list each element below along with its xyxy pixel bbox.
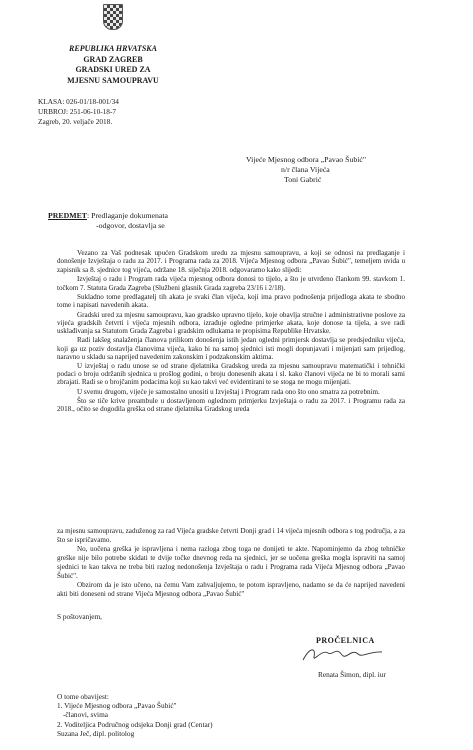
paragraph: U svemu drugom, vijeće je samostalno unositi u Izvještaj i Program rada ono što ono smatra za potrebnim.: [77, 387, 380, 396]
paragraph: Sukladno tome predlagatelj tih akata je svaki član vijeća, koji ima pravo podnošenja prijedloga akata te sbodno tome i napisati navedenih akata.: [57, 293, 405, 310]
paragraph: U izvještaj o radu unose se od strane djelatnika Gradskog ureda za mjesnu samoupravu matematički i tehnički podaci o broju održanih sjednica u prošlog godini, o broju donesenih akata i sl. kako članovi vijeća ne bi to morali sami zbrajati. Radi se o brojčanim podacima koji su kao takvi već evidentirani te se stoga ne mogu mijenjati.: [57, 362, 405, 387]
date: Zagreb, 20. veljače 2018.: [38, 116, 113, 126]
letter-body-continued: [57, 527, 405, 599]
paragraph: Obzirom da je isto učeno, na čemu Vam zahvaljujemo, te potom ispravljeno, nadamo se da će naprijed navedeni akti biti doneseni od strane Vijeća Mjesnog odbora „Pavao Šubić": [57, 581, 405, 598]
urbroj: URBROJ: 251-06-10-18-7: [38, 106, 117, 116]
paragraph: No, uočena greška je ispravljena i nema razloga zbog toga ne donijeti te akte. Napominjemo da zbog tehničke greške nije bilo potrebe skidati te dvije točke dnevnog reda na sjednici, jer se uočena greška mogla ispraviti na samoj sjednici te kao takva ne treba biti razlog nedonošenja Izvještaja o radu i Programa rada Vijeća Mjesnog odbora „Pavao Šubić".: [57, 545, 405, 580]
stamp-title: PROČELNICA: [316, 636, 375, 645]
paragraph: Vezano za Vaš podnesak upućen Gradskom uredu za mjesnu samoupravu, a koji se odnosi na predlaganje i donošenje Izvještaja o radu za 2017. i Programa rada za 2018. Vijeća Mjesnog odbora „Pavao Šubić", temeljem uvida u zapisnik sa 8. sjednice tog vijeća, održane 18. siječnja 2018. odgovaramo kako slijedi:: [57, 249, 405, 274]
letterhead-line: REPUBLIKA HRVATSKA: [69, 44, 157, 53]
subject-line2: -odgovor, dostavlja se: [96, 220, 165, 230]
paragraph: Što se tiče krive preambule u dostavljenom oglednom primjerku Izvještaja o radu za 2017. i Programu rada za 2018., očito se dogodila greška od strane djelatnika Gradskog ureda: [57, 397, 405, 414]
recipient-line: Toni Gabrić: [284, 174, 322, 184]
greeting: S poštovanjem,: [57, 612, 102, 621]
list-item-detail: -članovi, svima: [63, 710, 108, 720]
signatory-name: Renata Šimon, dipl. iur: [318, 670, 386, 679]
recipient-block: [246, 155, 366, 184]
subject-text: : Predlaganje dokumenata: [87, 211, 168, 220]
subject-block: [48, 211, 168, 230]
paragraph: Radi lakšeg snalaženja članova prilikom donošenja istih jedan ogledni primjersk dostavlja se predsjedniku vijeća, koji ga uz poziv dostavlja članovima vijeća, kako bi na samoj sjednici isti mogli dopunjavati i mijenjati sam prijedlog, naravno u skladu sa naprijed navedenim zakonskim i podzakonskim aktima.: [57, 336, 405, 361]
notify-title: O tome obavijest:: [57, 692, 109, 701]
letterhead-line: GRAD ZAGREB: [83, 54, 143, 64]
recipient-line: n/r člana Vijeća: [281, 164, 330, 174]
letter-body: [57, 249, 405, 415]
subject-label: PREDMET: [48, 211, 87, 220]
notification-list: [57, 692, 213, 738]
coat-of-arms-icon: [103, 4, 123, 30]
recipient-line: Vijeće Mjesnog odbora „Pavao Šubić": [246, 155, 367, 164]
signature-icon: [300, 643, 385, 665]
document-meta: [38, 97, 119, 126]
paragraph: Gradski ured za mjesnu samoupravu, kao gradsko upravno tijelo, koje obavlja stručne i administrativne poslove za vijeća gradskih četvrti i vijeća mjesnih odbora, izrađuje oglednе primjerke akata, koje donose ta tijela, a sve radi usklađivanja sa Statutom Grada Zagreba i gradskim odlukama te propisima Republike Hrvatske.: [57, 310, 405, 336]
list-item: 2. Voditeljica Područnog odsjeka Donji grad (Centar): [57, 719, 213, 729]
paragraph: za mjesnu samoupravu, zaduženog za rad Vijeća gradske četvrti Donji grad i 14 vijeća mjesnih odbora s tog područja, a za što se ispričavamo.: [57, 527, 405, 544]
letterhead-line: MJESNU SAMOUPRAVU: [67, 75, 159, 85]
list-item: 1. Vijeće Mjesnog odbora „Pavao Šubić": [57, 701, 177, 711]
letterhead-line: GRADSKI URED ZA: [75, 65, 151, 74]
klasa: KLASA: 026-01/18-001/34: [38, 97, 119, 106]
paragraph: Izvještaj o radu i Program rada vijeća mjesnog odbora donosi to tijelo, a što je utvrđeno člankom 99. stavkom 1. točkom 7. Statuta Grada Zagreba (Službeni glasnik Grada zagreba 23/16 i 2/18).: [57, 275, 405, 292]
letterhead: [38, 44, 188, 86]
list-item-detail: Suzana Ječ, dipl. politolog: [57, 728, 135, 738]
